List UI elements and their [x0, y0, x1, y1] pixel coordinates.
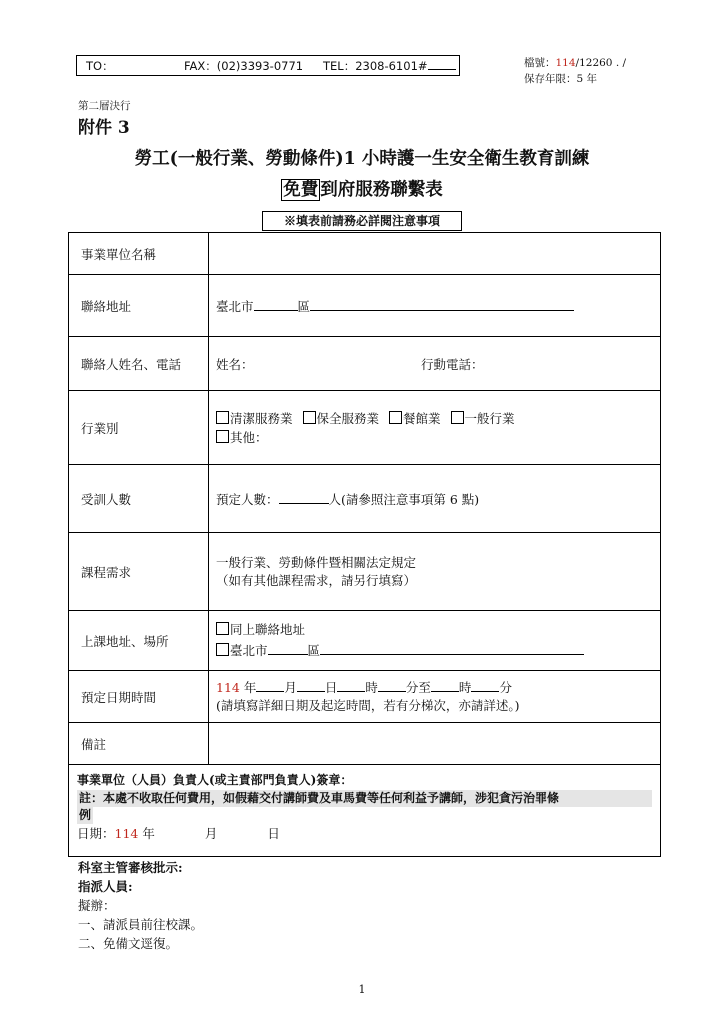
row-venue: [69, 611, 661, 671]
month-blank[interactable]: [256, 679, 284, 692]
file-no-rest: /12260 . /: [575, 57, 627, 69]
signature-date: [77, 825, 652, 843]
row-contact: [69, 337, 661, 391]
industry-field: [209, 391, 661, 465]
row-industry: [69, 391, 661, 465]
schedule-minute2: 分: [499, 679, 512, 695]
contact-label: 聯絡人姓名、電話: [69, 337, 209, 391]
venue-city: 臺北市: [230, 642, 268, 658]
service-request-form: [68, 232, 661, 857]
industry-label: 行業別: [69, 391, 209, 465]
assigned-staff: 指派人員:: [78, 879, 133, 894]
checkbox-icon[interactable]: [216, 622, 229, 635]
form-title-line1: 勞工(一般行業、勞動條件)1 小時護一生安全衛生教育訓練: [134, 149, 590, 169]
remarks-label: 備註: [69, 723, 209, 765]
file-no-year: 114: [555, 57, 576, 69]
file-reference: [524, 55, 626, 87]
course-line2: （如有其他課程需求，請另行填寫）: [216, 572, 417, 588]
hour-blank[interactable]: [337, 679, 365, 692]
approval-level: 第二層決行: [78, 100, 131, 112]
venue-district: 區: [307, 642, 321, 658]
contact-box: [76, 55, 460, 76]
file-no-label: 檔號：: [524, 57, 556, 69]
venue-district-blank[interactable]: [268, 642, 308, 655]
schedule-year-unit: 年: [243, 679, 257, 695]
trainees-prefix: 預定人數：: [216, 491, 279, 507]
date-year: 114: [114, 826, 139, 841]
trainees-suffix: 人(請參照注意事項第 6 點): [328, 491, 480, 507]
industry-option-label: 一般行業: [464, 410, 515, 426]
proposal-label: 擬辦：: [78, 898, 116, 913]
free-badge: 免費: [283, 180, 319, 200]
schedule-minute-to: 分至: [405, 679, 431, 695]
date-month: 月: [204, 826, 218, 841]
schedule-hour: 時: [365, 679, 378, 695]
industry-option-label: 保全服務業: [316, 410, 380, 426]
address-district: 區: [297, 298, 311, 314]
signature-title: 事業單位（人員）負責人(或主責部門負責人)簽章：: [77, 773, 353, 787]
venue-label: 上課地址、場所: [69, 611, 209, 671]
minute2-blank[interactable]: [471, 679, 499, 692]
trainees-count-blank[interactable]: [279, 491, 329, 504]
industry-other-label: 其他：: [230, 429, 268, 445]
course-line1: 一般行業、勞動條件暨相關法定規定: [216, 554, 417, 570]
contact-field[interactable]: [209, 337, 661, 391]
disclaimer-line2: 例: [79, 808, 92, 822]
venue-field: [209, 611, 661, 671]
notice-box: ※填表前請務必詳閱注意事項: [262, 211, 462, 231]
schedule-day: 日: [324, 679, 338, 695]
schedule-year: 114: [216, 679, 240, 695]
address-label: 聯絡地址: [69, 275, 209, 337]
row-remarks: [69, 723, 661, 765]
industry-option-label: 餐館業: [403, 410, 441, 426]
supervisor-approval: 科室主管審核批示:: [78, 860, 183, 875]
company-name-field[interactable]: [209, 233, 661, 275]
minute-blank[interactable]: [378, 679, 406, 692]
venue-same-label: 同上聯絡地址: [230, 621, 306, 637]
page-number: 1: [358, 983, 366, 996]
tel-number: [323, 58, 456, 74]
trainees-label: 受訓人數: [69, 465, 209, 533]
row-company-name: [69, 233, 661, 275]
internal-approval: [78, 858, 203, 953]
attachment-number: 附件 3: [78, 118, 130, 138]
address-detail-blank[interactable]: [310, 298, 574, 311]
tel-text: TEL：2308-6101#: [323, 59, 428, 73]
company-name-label: 事業單位名稱: [69, 233, 209, 275]
schedule-hour2: 時: [458, 679, 472, 695]
industry-option[interactable]: [216, 411, 293, 426]
date-day: 日: [267, 826, 280, 841]
form-title-rest: 到府服務聯繫表: [320, 180, 443, 200]
proposal-item-1: 一、請派員前往校課。: [78, 917, 204, 932]
contact-mobile-label: 行動電話：: [421, 356, 484, 372]
date-year-unit: 年: [142, 826, 155, 841]
schedule-note: (請填寫詳細日期及起迄時間，若有分梯次，亦請詳述。): [216, 697, 520, 713]
checkbox-icon[interactable]: [216, 411, 229, 424]
date-label: 日期：: [77, 826, 115, 841]
venue-same-option[interactable]: [216, 620, 660, 640]
industry-option[interactable]: [451, 411, 515, 426]
to-label: TO：: [86, 59, 114, 73]
contact-name-label: 姓名：: [216, 356, 254, 372]
industry-option[interactable]: [389, 411, 441, 426]
venue-other-option[interactable]: [216, 640, 660, 662]
checkbox-icon[interactable]: [216, 430, 229, 443]
proposal-item-2: 二、免備文逕復。: [78, 936, 179, 951]
address-district-blank[interactable]: [254, 298, 298, 311]
industry-option-label: 清潔服務業: [230, 410, 293, 426]
tel-ext-blank[interactable]: [428, 69, 456, 70]
fax-number: FAX：(02)3393-0771: [184, 59, 304, 73]
row-course: [69, 533, 661, 611]
trainees-field[interactable]: [209, 465, 661, 533]
address-field[interactable]: [209, 275, 661, 337]
checkbox-icon[interactable]: [389, 411, 402, 424]
course-field: [209, 533, 661, 611]
remarks-field[interactable]: [209, 723, 661, 765]
disclaimer-line1: 註：本處不收取任何費用，如假藉交付講師費及車馬費等任何利益予講師，涉犯貪污治罪條: [77, 790, 652, 807]
schedule-label: 預定日期時間: [69, 671, 209, 723]
industry-other[interactable]: [216, 428, 660, 447]
checkbox-icon[interactable]: [216, 643, 229, 656]
checkbox-icon[interactable]: [303, 411, 316, 424]
row-trainees: [69, 465, 661, 533]
industry-option[interactable]: [303, 411, 380, 426]
signature-section[interactable]: [69, 765, 661, 857]
row-signature: [69, 765, 661, 857]
hour2-blank[interactable]: [431, 679, 459, 692]
schedule-month: 月: [284, 679, 297, 695]
row-schedule: [69, 671, 661, 723]
schedule-field: [209, 671, 661, 723]
course-label: 課程需求: [69, 533, 209, 611]
address-city: 臺北市: [216, 298, 254, 314]
form-title-line2: [0, 176, 724, 201]
checkbox-icon[interactable]: [451, 411, 464, 424]
venue-detail-blank[interactable]: [320, 642, 584, 655]
day-blank[interactable]: [297, 679, 325, 692]
row-address: [69, 275, 661, 337]
retention-period: 保存年限：5 年: [524, 73, 598, 85]
